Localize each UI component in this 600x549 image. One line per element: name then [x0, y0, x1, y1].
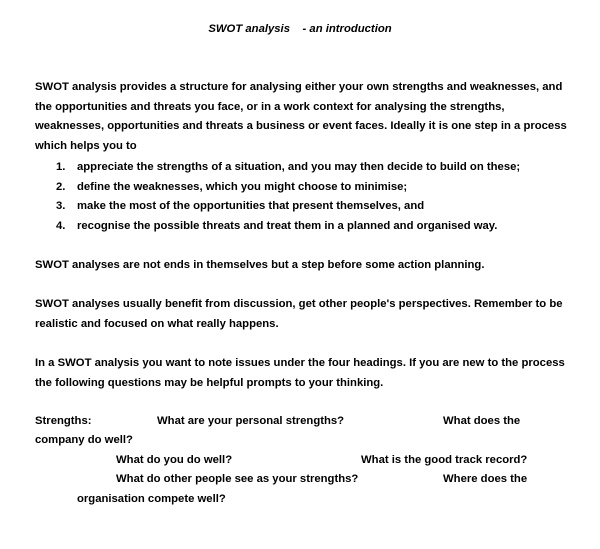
strengths-question-compete-part2: organisation compete well?	[77, 493, 226, 505]
paragraph-discussion: SWOT analyses usually benefit from discussion, get other people's perspectives. Remember to be realistic and focused on what really happens.	[35, 298, 563, 330]
paragraph-not-ends: SWOT analyses are not ends in themselves but a step before some action planning.	[35, 259, 485, 271]
strengths-question-track-record: What is the good track record?	[361, 454, 528, 466]
strengths-question-compete-part1: Where does the	[443, 473, 528, 485]
list-item	[0, 178, 600, 198]
strengths-question-company-part2: company do well?	[35, 434, 133, 446]
strengths-question-company-part1: What does the	[443, 415, 521, 427]
list-item-text: make the most of the opportunities that present themselves, and	[77, 200, 425, 213]
list-item	[0, 158, 600, 178]
list-item-text: define the weaknesses, which you might choose to minimise;	[77, 180, 408, 193]
list-item-number: 1.	[56, 161, 66, 173]
numbered-list	[0, 158, 600, 236]
list-item-text: recognise the possible threats and treat them in a planned and organised way.	[77, 219, 498, 232]
paragraph-four-headings: In a SWOT analysis you want to note issues under the four headings. If you are new to the process the following questions may be helpful prompts to your thinking.	[35, 357, 565, 389]
list-item-number: 2.	[56, 180, 66, 193]
strengths-heading: Strengths:	[35, 415, 92, 427]
strengths-question-others-see: What do other people see as your strengths?	[116, 473, 359, 485]
list-item-number: 3.	[56, 200, 66, 213]
list-item-text: appreciate the strengths of a situation, and you may then decide to build on these;	[77, 161, 521, 173]
list-item-number: 4.	[56, 219, 66, 232]
strengths-question-personal: What are your personal strengths?	[157, 415, 345, 427]
intro-paragraph: SWOT analysis provides a structure for analysing either your own strengths and weaknesses, and the opportunities and threats you face, or in a work context for analysing the strengths, weaknesses, opportunities and threats a business or event faces. Ideally it is one step in a process which helps you to	[35, 81, 567, 152]
strengths-question-do-well: What do you do well?	[116, 454, 233, 466]
list-item	[0, 217, 600, 237]
list-item	[0, 197, 600, 217]
document-title: SWOT analysis - an introduction	[208, 23, 392, 35]
